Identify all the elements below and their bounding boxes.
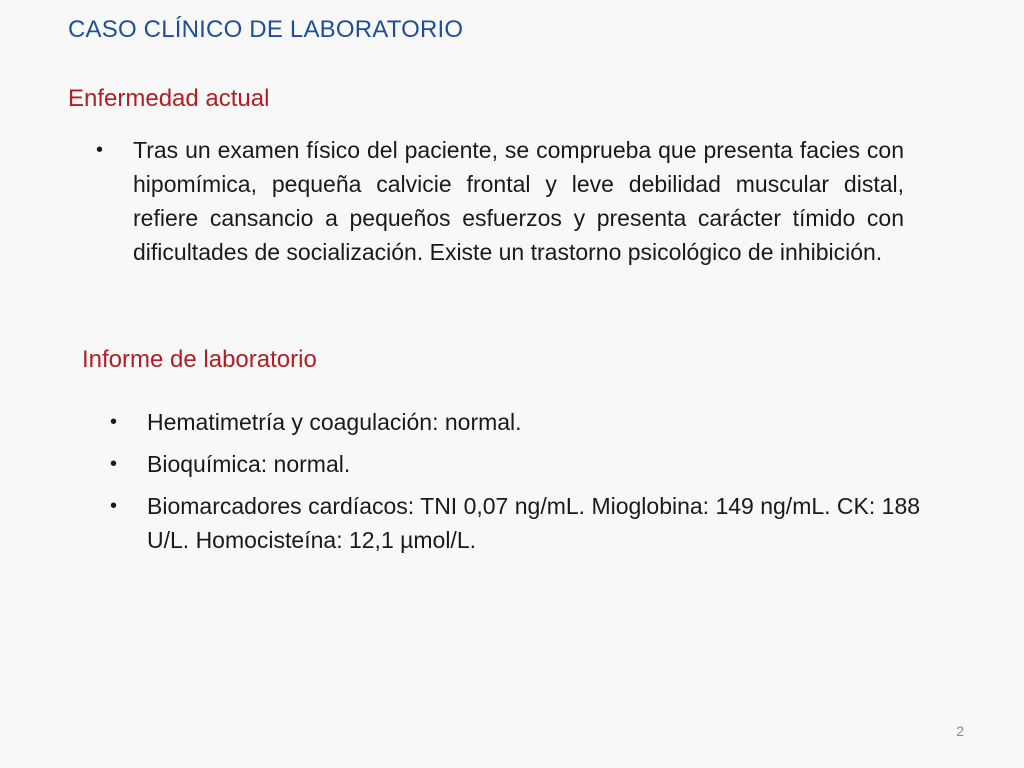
bullet-icon: •: [110, 411, 118, 433]
bullet-text: Hematimetría y coagulación: normal.: [147, 409, 522, 435]
list-item: [96, 133, 904, 269]
bullet-text: Biomarcadores cardíacos: TNI 0,07 ng/mL. Mioglobina: 149 ng/mL. CK: 188 U/L. Homocisteína: 12,1 µmol/L.: [147, 493, 921, 553]
list-item: [110, 447, 930, 481]
bullet-text: Bioquímica: normal.: [147, 451, 351, 477]
page-number: 2: [956, 723, 964, 739]
list-item: [110, 405, 930, 439]
enfermedad-heading: Enfermedad actual: [68, 85, 270, 112]
informe-heading: Informe de laboratorio: [82, 346, 317, 373]
bullet-icon: •: [110, 453, 118, 475]
enfermedad-bullet-list: [96, 133, 904, 269]
informe-bullet-list: [110, 405, 930, 565]
bullet-text: Tras un examen físico del paciente, se comprueba que presenta facies con hipomímica, pequeña calvicie frontal y leve debilidad muscular distal, refiere cansancio a pequeños esfuerzos y presenta carácter tímido con dificultades de socialización. Existe un trastorno psicológico de inhibición.: [133, 137, 904, 265]
slide-title: CASO CLÍNICO DE LABORATORIO: [68, 16, 464, 43]
list-item: [110, 489, 930, 557]
bullet-icon: •: [96, 139, 104, 161]
bullet-icon: •: [110, 495, 118, 517]
